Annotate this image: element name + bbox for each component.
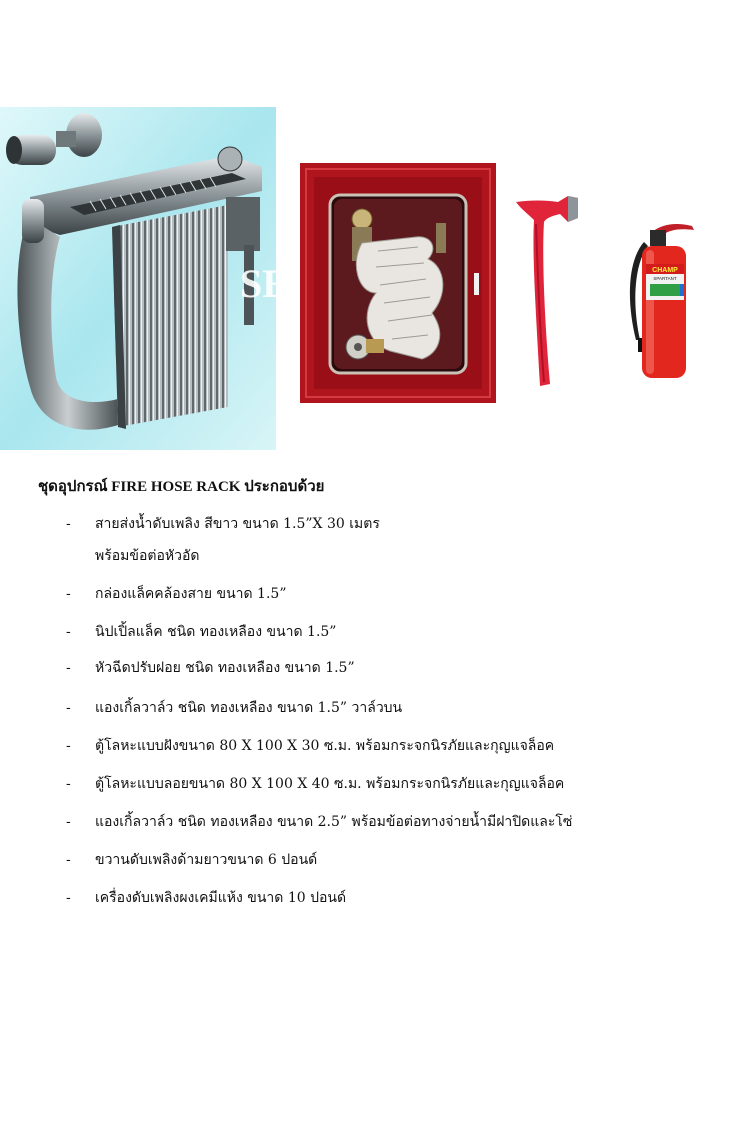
fire-axe-photo <box>512 194 582 390</box>
hose-watermark-text: SE <box>240 261 289 306</box>
list-bullet: - <box>66 890 71 906</box>
list-item-text: ตู้โลหะแบบฝังขนาด 80 X 100 X 30 ซ.ม. พร้อมกระจกนิรภัยและกุญแจล็อค <box>95 738 555 754</box>
list-bullet: - <box>66 814 71 830</box>
equipment-set-heading <box>38 474 324 498</box>
list-bullet: - <box>66 586 71 602</box>
list-bullet: - <box>66 700 71 716</box>
list-item-text: หัวฉีดปรับฝอย ชนิด ทองเหลือง ขนาด 1.5” <box>95 660 355 676</box>
fire-extinguisher-photo <box>622 220 702 382</box>
heading-suffix: ประกอบด้วย <box>244 479 325 495</box>
extinguisher-brand-text: CHAMP <box>652 267 678 274</box>
list-item-text: แองเกิ้ลวาล์ว ชนิด ทองเหลือง ขนาด 2.5” พร้อมข้อต่อทางจ่ายน้ำมีฝาปิดและโซ่ <box>95 814 573 830</box>
list-bullet: - <box>66 516 71 532</box>
list-bullet: - <box>66 624 71 640</box>
list-item-text: นิปเปิ้ลแล็ค ชนิด ทองเหลือง ขนาด 1.5” <box>95 624 337 640</box>
list-item-text: แองเกิ้ลวาล์ว ชนิด ทองเหลือง ขนาด 1.5” วาล์วบน <box>95 700 403 716</box>
list-item-text: เครื่องดับเพลิงผงเคมีแห้ง ขนาด 10 ปอนด์ <box>95 890 347 906</box>
list-bullet: - <box>66 738 71 754</box>
extinguisher-subbrand-text: SPARTANT <box>653 276 677 281</box>
list-bullet: - <box>66 852 71 868</box>
list-bullet: - <box>66 776 71 792</box>
heading-prefix: ชุดอุปกรณ์ <box>38 479 108 495</box>
list-item-text: กล่องแล็คคล้องสาย ขนาด 1.5” <box>95 586 287 602</box>
list-item-text-continued: พร้อมข้อต่อหัวอัด <box>95 548 200 564</box>
fire-hose-cabinet-photo <box>300 163 496 403</box>
heading-brand: FIRE HOSE RACK <box>111 479 241 495</box>
list-item-text: ขวานดับเพลิงด้ามยาวขนาด 6 ปอนด์ <box>95 852 318 868</box>
list-item-text: ตู้โลหะแบบลอยขนาด 80 X 100 X 40 ซ.ม. พร้อมกระจกนิรภัยและกุญแจล็อค <box>95 776 565 792</box>
hose-rack-illustration <box>0 107 289 450</box>
list-item-text: สายส่งน้ำดับเพลิง สีขาว ขนาด 1.5”X 30 เมตร <box>95 516 380 532</box>
list-bullet: - <box>66 660 71 676</box>
